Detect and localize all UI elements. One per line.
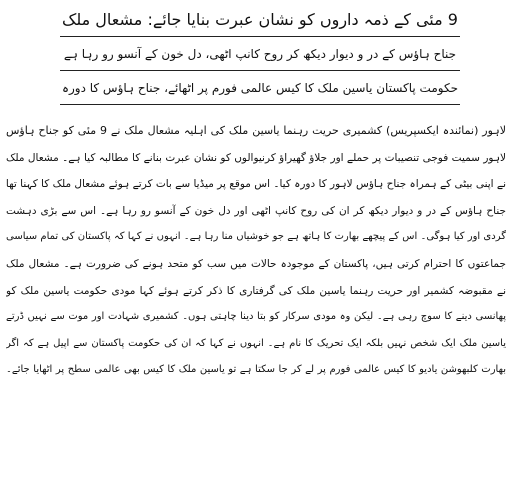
article-line: جناح ہاؤس کے در و دیوار دیکھ کر ان کی روح کانپ اٹھی اور دل خون کے آنسو رو رہا ہے۔ اس سے بڑی دہشت bbox=[6, 204, 506, 217]
article-line: لاہور (نمائندہ ایکسپریس) کشمیری حریت رہنما یاسین ملک کی اہلیہ مشعال ملک نے 9 مئی کو جناح ہاؤس bbox=[6, 124, 506, 137]
article-line: بھارت کلبھوشن یادیو کا کیس عالمی فورم پر لے کر جا سکتا ہے تو یاسین ملک کا کیس بھی عالمی سطح پر اٹھایا جائے۔ bbox=[6, 364, 506, 376]
sub-headline-2: حکومت پاکستان یاسین ملک کا کیس عالمی فورم پر اٹھائے، جناح ہاؤس کا دورہ bbox=[61, 81, 459, 95]
sub-headline-1: جناح ہاؤس کے در و دیوار دیکھ کر روح کانپ اٹھی، دل خون کے آنسو رو رہا ہے bbox=[63, 47, 457, 61]
article-line: لاہور سمیت فوجی تنصیبات پر حملے اور جلاؤ گھیراؤ کرنیوالوں کو نشان عبرت بنانے کا مطالبہ کیا ہے۔ مشعال ملک bbox=[6, 151, 506, 164]
article-line: پھانسی دینے کا سوچ رہی ہے۔ لیکن وہ مودی سرکار کو بتا دینا چاہتی ہوں۔ کشمیری شہادت اور موت سے نہیں ڈرتے bbox=[6, 311, 506, 323]
article-body bbox=[6, 118, 506, 384]
article-line: جماعتوں کا احترام کرتی ہیں، پاکستان کے موجودہ حالات میں سب کو متحد ہونے کی ضرورت ہے۔ مشعال ملک bbox=[6, 257, 506, 270]
main-headline: 9 مئی کے ذمہ داروں کو نشان عبرت بنایا جائے: مشعال ملک bbox=[62, 10, 458, 29]
headline-divider-1 bbox=[60, 36, 460, 37]
headline-divider-2 bbox=[60, 70, 460, 71]
article-line: نے مقبوضہ کشمیر اور حریت رہنما یاسین ملک کی گرفتاری کا ذکر کرتے ہوئے کہا مودی حکومت یاسین ملک کو bbox=[6, 284, 506, 297]
headline-block bbox=[60, 0, 460, 108]
article-line: گردی اور کیا ہوگی۔ اس کے پیچھے بھارت کا ہاتھ ہے جو خوشیاں منا رہا ہے۔ انہوں نے کہا کہ پاکستان کی تمام سیاسی bbox=[6, 231, 506, 243]
article-line: یاسین ملک ایک شخص نہیں بلکہ ایک تحریک کا نام ہے۔ انہوں نے کہا کہ ان کی حکومت پاکستان سے اپیل ہے کہ اگر bbox=[6, 337, 506, 349]
headline-divider-3 bbox=[60, 104, 460, 105]
article-line: نے اپنی بیٹی کے ہمراہ جناح ہاؤس لاہور کا دورہ کیا۔ اس موقع پر میڈیا سے بات کرتے ہوئے مشعال ملک کا کہنا تھا bbox=[6, 178, 506, 191]
